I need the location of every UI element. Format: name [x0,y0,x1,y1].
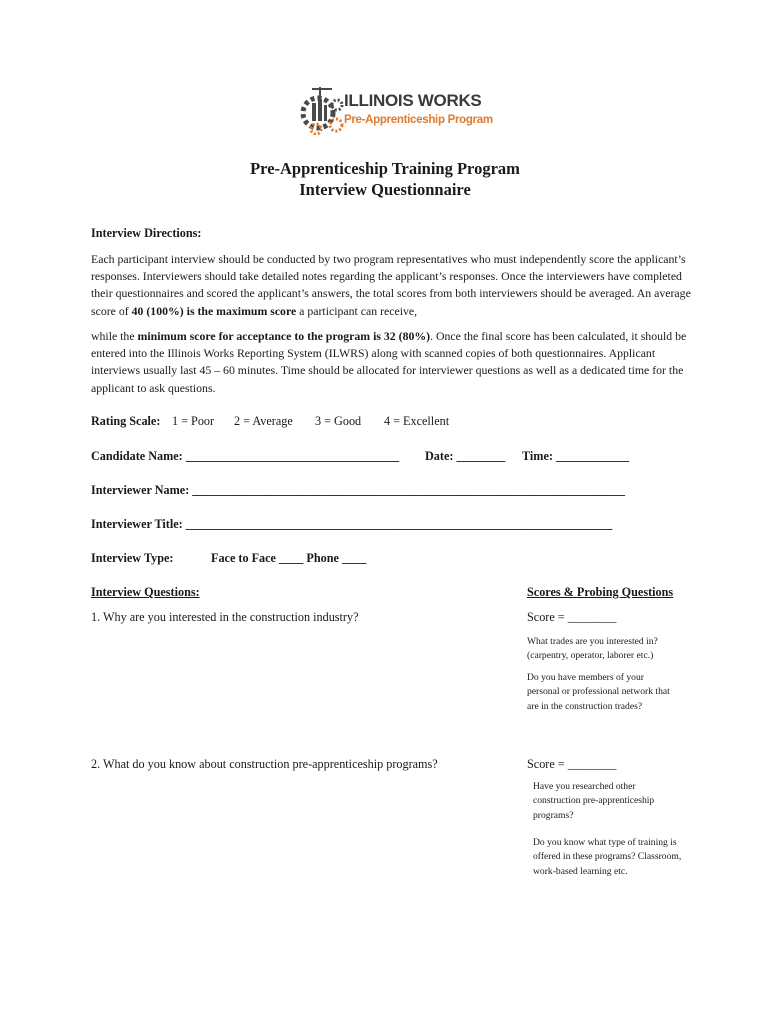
question-2-score[interactable]: Score = ________ [527,757,617,771]
date-field[interactable]: Date: ________ [425,449,506,463]
page-title: Pre-Apprenticeship Training Program [250,159,520,178]
rating-scale-label: Rating Scale: [91,414,161,428]
logo-subtitle: Pre-Apprenticeship Program [344,114,493,126]
interview-type-options[interactable]: Face to Face ____ Phone ____ [211,551,367,565]
interview-type-label: Interview Type: [91,551,174,565]
page-subtitle: Interview Questionnaire [299,180,471,199]
gear-building-icon [298,83,344,135]
directions-paragraph-2 [91,328,691,397]
directions-paragraph-1 [91,251,691,320]
interviewer-name-field[interactable]: Interviewer Name: _______________________________________________________________________ [91,483,625,497]
question-1: 1. Why are you interested in the construction industry? [91,610,359,624]
question-1-probe-2: Do you have members of your personal or professional network that are in the construction trades? [527,672,670,712]
directions-p1-bold: 40 (100%) is the maximum score [131,303,297,318]
question-2-probe-1: Have you researched other construction pre-apprenticeship programs? [533,781,655,821]
directions-p2-bold: minimum score for acceptance to the program is 32 (80%) [137,329,431,343]
interviewer-title-field[interactable]: Interviewer Title: ______________________________________________________________________ [91,517,613,531]
directions-p2-text: . Once the final score has been calculated, it should be entered into the Illinois Works Reporting System (ILWRS) along with scanned copies of both questionnaires. Applicant interviews usually last 45 – 60 minutes. Time should be allocated for interviewer questions as well as a dedicated time for the applicant to ask questions. [91,329,687,395]
directions-p1-end: a participant can receive, [296,303,418,318]
time-field[interactable]: Time: ____________ [522,449,630,463]
rating-option-good: 3 = Good [315,414,362,428]
rating-option-poor: 1 = Poor [172,414,215,428]
illinois-works-logo [298,83,493,135]
directions-heading: Interview Directions: [91,226,202,240]
rating-option-average: 2 = Average [234,414,293,428]
question-2-probe-2: Do you know what type of training is offered in these programs? Classroom, work-based learning etc. [533,837,682,877]
directions-p1-text: Each participant interview should be conducted by two program representatives who must independently score the applicant’s responses. Interviewers should take detailed notes regarding the applicant’s responses. Once the interviewers have completed their questionnaires and scored the applicant’s answers, the total scores from both interviewers should be averaged. An average score of [91,252,691,318]
question-2: 2. What do you know about construction pre-apprenticeship programs? [91,757,438,771]
directions-p2-start: while the [91,329,138,343]
logo-title: ILLINOIS WORKS [344,91,482,110]
scores-header: Scores & Probing Questions [527,585,674,599]
question-1-score[interactable]: Score = ________ [527,610,617,624]
question-1-probe-1: What trades are you interested in? (carpentry, operator, laborer etc.) [527,636,658,662]
rating-option-excellent: 4 = Excellent [384,414,450,428]
questions-header: Interview Questions: [91,585,200,599]
candidate-name-field[interactable]: Candidate Name: ___________________________________ [91,449,400,463]
